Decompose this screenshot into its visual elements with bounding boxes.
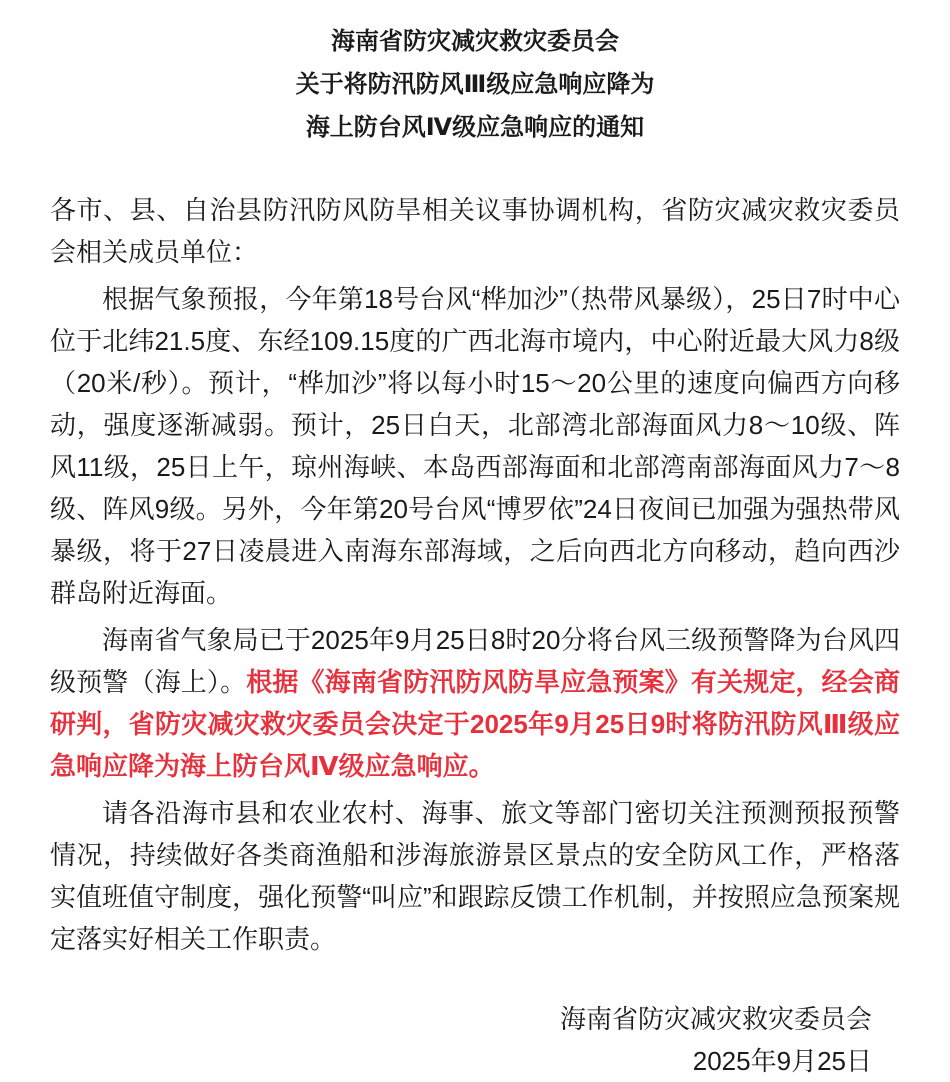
document-body [50,189,900,960]
title-line-3: 海上防台风Ⅳ级应急响应的通知 [305,114,645,141]
decision-highlight-text: 根据《海南省防汛防风防旱应急预案》有关规定，经会商研判，省防灾减灾救灾委员会决定于2025年9月25日9时将防汛防风Ⅲ级应急响应降为海上防台风Ⅳ级应急响应。 [50,667,900,781]
salutation: 各市、县、自治县防汛防风防旱相关议事协调机构，省防灾减灾救灾委员会相关成员单位： [50,195,900,267]
decision-normal-text: 海南省气象局已于2025年9月25日8时20分将台风三级预警降为台风四级预警（海上）。 [50,625,900,697]
signature-date: 2025年9月25日 [692,1046,872,1076]
paragraph-decision [50,619,900,787]
paragraph-instructions: 请各沿海市县和农业农村、海事、旅文等部门密切关注预测预报预警情况，持续做好各类商渔船和涉海旅游景区景点的安全防风工作，严格落实值班值守制度，强化预警“叫应”和跟踪反馈工作机制，并按照应急预案规定落实好相关工作职责。 [50,798,900,954]
title-line-2: 关于将防汛防风Ⅲ级应急响应降为 [295,71,655,98]
signature-block [50,998,900,1082]
signature-org: 海南省防灾减灾救灾委员会 [559,1004,872,1034]
document-title [50,20,900,149]
paragraph-forecast: 根据气象预报，今年第18号台风“桦加沙”（热带风暴级），25日7时中心位于北纬21.5度、东经109.15度的广西北海市境内，中心附近最大风力8级（20米/秒）。预计，“桦加沙”将以每小时15～20公里的速度向偏西方向移动，强度逐渐减弱。预计，25日白天，北部湾北部海面风力8～10级、阵风11级，25日上午，琼州海峡、本岛西部海面和北部湾南部海面风力7～8级、阵风9级。另外，今年第20号台风“博罗依”24日夜间已加强为强热带风暴级，将于27日凌晨进入南海东部海域，之后向西北方向移动，趋向西沙群岛附近海面。 [50,284,900,608]
title-line-1: 海南省防灾减灾救灾委员会 [331,28,619,55]
